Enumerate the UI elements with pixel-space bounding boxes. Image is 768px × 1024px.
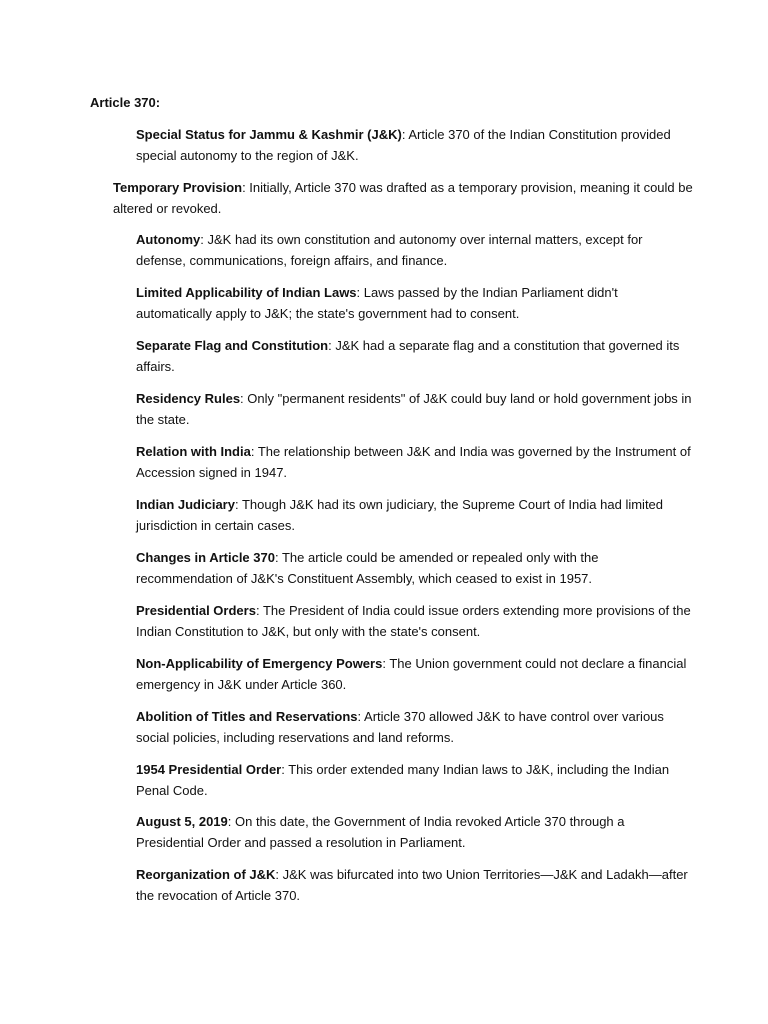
paragraph-limited-applicability (136, 283, 692, 324)
paragraph-relation-with-india (136, 442, 692, 483)
paragraph-autonomy (136, 230, 692, 271)
paragraph-titles-reservations (136, 707, 692, 748)
paragraph-text: : Laws passed by the Indian Parliament didn't automatically apply to J&K; the state's government had to consent. (136, 285, 618, 321)
paragraph-text: : Article 370 allowed J&K to have control over various social policies, including reservations and land reforms. (136, 709, 664, 745)
paragraph-term: Relation with India (136, 444, 251, 459)
paragraph-term: Indian Judiciary (136, 497, 235, 512)
paragraph-reorganization (136, 865, 692, 906)
paragraph-residency-rules (136, 389, 692, 430)
paragraph-term: Autonomy (136, 232, 201, 247)
paragraph-term: Limited Applicability of Indian Laws (136, 285, 357, 300)
paragraph-text: : Only "permanent residents" of J&K could buy land or hold government jobs in the state. (136, 391, 692, 427)
paragraph-text: : Though J&K had its own judiciary, the Supreme Court of India had limited jurisdiction in certain cases. (136, 497, 664, 533)
paragraph-text: : This order extended many Indian laws to J&K, including the Indian Penal Code. (136, 762, 670, 798)
paragraph-term: Reorganization of J&K (136, 867, 276, 882)
paragraph-term: Changes in Article 370 (136, 550, 275, 565)
document-title: Article 370: (90, 95, 161, 110)
paragraph-term: Non-Applicability of Emergency Powers (136, 656, 383, 671)
paragraph-text: : The President of India could issue orders extending more provisions of the Indian Constitution to J&K, but only with the state's consent. (136, 603, 691, 639)
paragraph-text: : J&K was bifurcated into two Union Territories—J&K and Ladakh—after the revocation of Article 370. (136, 867, 688, 903)
paragraph-august-2019 (136, 812, 692, 853)
paragraph-text: : J&K had a separate flag and a constitution that governed its affairs. (136, 338, 680, 374)
paragraph-term: Separate Flag and Constitution (136, 338, 329, 353)
paragraph-changes-in-article (136, 548, 692, 589)
paragraph-text: : The relationship between J&K and India was governed by the Instrument of Accession signed in 1947. (136, 444, 691, 480)
paragraph-term: August 5, 2019 (136, 814, 228, 829)
paragraph-indian-judiciary (136, 495, 692, 536)
paragraph-term: Special Status for Jammu & Kashmir (J&K) (136, 127, 402, 142)
paragraph-text: : Article 370 of the Indian Constitution provided special autonomy to the region of J&K. (136, 127, 671, 163)
paragraph-text: : Initially, Article 370 was drafted as a temporary provision, meaning it could be altered or revoked. (113, 180, 693, 216)
paragraph-text: : The article could be amended or repealed only with the recommendation of J&K's Constituent Assembly, which ceased to exist in 1957. (136, 550, 599, 586)
paragraph-term: 1954 Presidential Order (136, 762, 282, 777)
paragraph-special-status (136, 125, 692, 166)
paragraph-presidential-orders (136, 601, 692, 642)
paragraph-1954-order (136, 760, 692, 801)
paragraph-term: Temporary Provision (113, 180, 243, 195)
paragraph-term: Presidential Orders (136, 603, 256, 618)
paragraph-temporary-provision (113, 178, 693, 219)
paragraph-text: : On this date, the Government of India revoked Article 370 through a Presidential Order and passed a resolution in Parliament. (136, 814, 625, 850)
paragraph-text: : The Union government could not declare a financial emergency in J&K under Article 360. (136, 656, 687, 692)
paragraph-text: : J&K had its own constitution and autonomy over internal matters, except for defense, communications, foreign affairs, and finance. (136, 232, 643, 268)
paragraph-term: Abolition of Titles and Reservations (136, 709, 358, 724)
paragraph-term: Residency Rules (136, 391, 241, 406)
paragraph-separate-flag (136, 336, 692, 377)
paragraph-emergency-powers (136, 654, 692, 695)
